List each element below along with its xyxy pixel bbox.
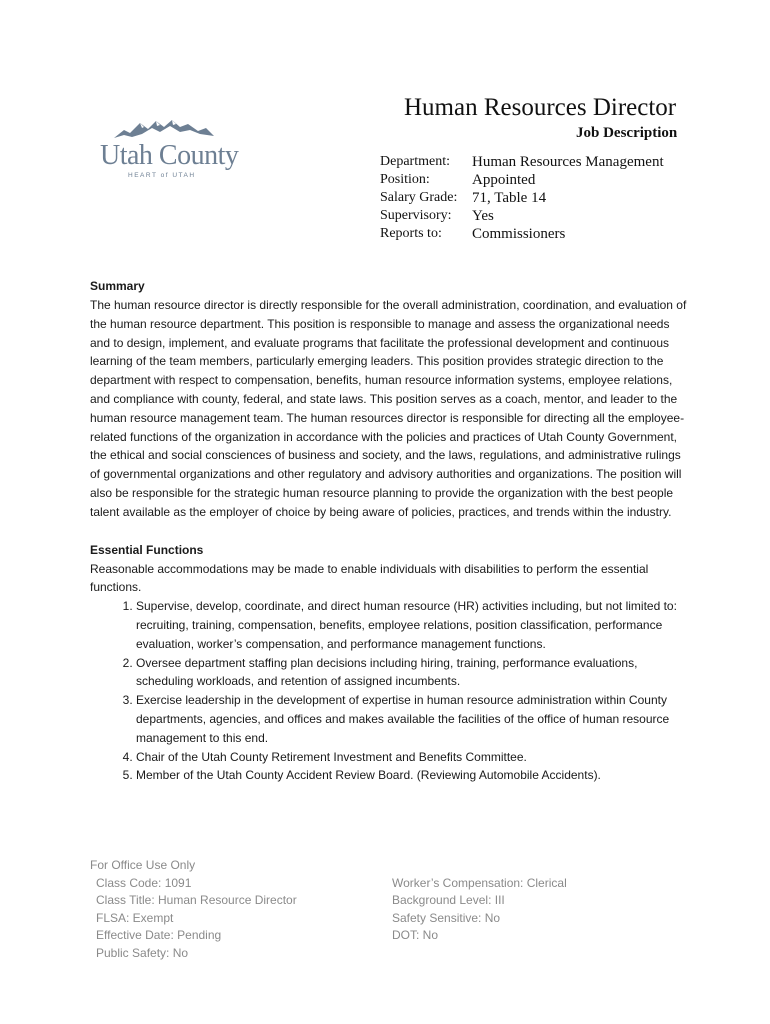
office-use-section <box>90 857 567 960</box>
job-info-row <box>380 189 664 207</box>
list-item: 4. Chair of the Utah County Retirement Investment and Benefits Committee. <box>136 748 690 767</box>
page-subtitle: Job Description <box>576 125 678 141</box>
logo-tagline: HEART of UTAH <box>128 172 196 179</box>
list-item: 1. Supervise, develop, coordinate, and direct human resource (HR) activities including, but not limited to: recruiting, training, compensation, benefits, employee relations, position classification, performance evaluation, worker’s compensation, and performance management functions. <box>136 597 690 653</box>
page-title: Human Resources Director <box>404 94 677 121</box>
field-value: Commissioners <box>472 226 566 242</box>
logo-name: Utah County <box>100 140 239 171</box>
job-info-table <box>380 153 664 243</box>
job-info-row <box>380 207 664 225</box>
summary-heading: Summary <box>90 279 145 293</box>
mountain-range-icon <box>114 118 214 140</box>
field-label: Supervisory: <box>380 208 452 223</box>
office-field: Effective Date: Pending <box>96 928 222 942</box>
job-info-row <box>380 153 664 171</box>
summary-text: The human resource director is directly responsible for the overall administration, coordination, and evaluation of the human resource department. This position is responsible to manage and assess the organizational needs and to design, implement, and evaluate programs that facilitate the professional development and continuous learning of the team members, particularly emerging leaders. This position provides strategic direction to the department with respect to compensation, benefits, human resource information systems, employee relations, and compliance with county, federal, and state laws. This position serves as a coach, mentor, and leader to the human resource management team. The human resources director is responsible for directing all the employee-related functions of the organization in accordance with the policies and practices of Utah County Government, the ethical and social consciences of business and society, and the laws, regulations, and administrative rulings of governmental organizations and other regulatory and advisory authorities and organizations. The position will also be responsible for the strategic human resource planning to provide the organization with the best people talent available as the employer of choice by being aware of policies, practices, and trends within the industry. <box>90 298 687 519</box>
office-right-column <box>392 875 567 945</box>
field-label: Department: <box>380 154 450 169</box>
office-left-column <box>96 875 297 963</box>
office-field: Class Title: Human Resource Director <box>96 893 297 907</box>
field-value: Human Resources Management <box>472 154 664 170</box>
essential-functions-list <box>90 597 690 785</box>
list-item: 3. Exercise leadership in the development of expertise in human resource administration within County departments, agencies, and offices and makes available the facilities of the office of human resource management to this end. <box>136 691 690 747</box>
office-field: Safety Sensitive: No <box>392 910 501 925</box>
office-field: Worker’s Compensation: Clerical <box>392 875 567 890</box>
document-body <box>90 277 690 785</box>
office-use-heading: For Office Use Only <box>90 858 196 872</box>
field-value: Yes <box>472 208 494 224</box>
job-info-row <box>380 225 664 243</box>
office-field: FLSA: Exempt <box>96 910 174 925</box>
office-field: Background Level: III <box>392 893 505 907</box>
office-field: Class Code: 1091 <box>96 875 192 890</box>
utah-county-logo <box>100 118 239 188</box>
job-info-row <box>380 171 664 189</box>
field-label: Position: <box>380 172 430 187</box>
list-item: 5. Member of the Utah County Accident Review Board. (Reviewing Automobile Accidents). <box>136 766 690 785</box>
essential-functions-intro: Reasonable accommodations may be made to enable individuals with disabilities to perform the essential functions. <box>90 561 649 595</box>
office-field: Public Safety: No <box>96 945 189 960</box>
field-value: 71, Table 14 <box>472 190 547 206</box>
field-label: Reports to: <box>380 226 442 241</box>
list-item: 2. Oversee department staffing plan decisions including hiring, training, performance evaluations, scheduling workloads, and retention of assigned incumbents. <box>136 654 690 692</box>
field-value: Appointed <box>472 172 536 188</box>
office-field: DOT: No <box>392 928 439 942</box>
field-label: Salary Grade: <box>380 190 458 205</box>
essential-functions-heading: Essential Functions <box>90 542 204 557</box>
